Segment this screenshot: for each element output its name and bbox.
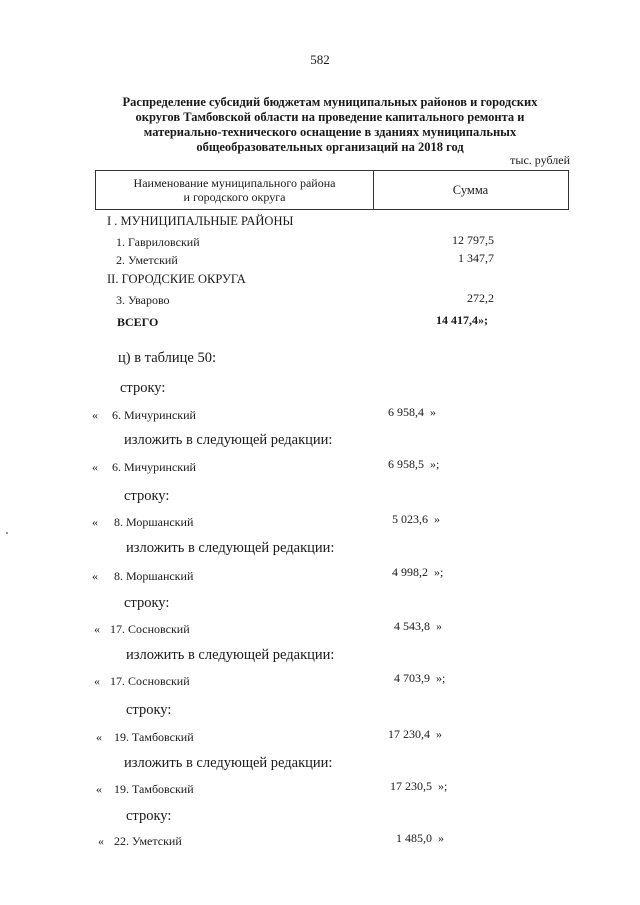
table-row-name: 2. Уметский [116, 253, 178, 267]
new-row-value-wrap [394, 671, 445, 686]
old-row-name: 17. Сосновский [110, 622, 190, 636]
open-quote: « [96, 782, 102, 796]
edit-instruction-stroku: строку: [120, 380, 166, 396]
edit-instruction-izlozhit: изложить в следующей редакции: [126, 540, 335, 556]
open-quote: « [94, 674, 100, 688]
old-row-value: 17 230,4 [388, 727, 430, 741]
old-row-value: 6 958,4 [388, 405, 424, 419]
close-quote-semicolon: »; [430, 457, 440, 471]
old-row-value: 1 485,0 [396, 831, 432, 845]
table-header-name-line2: и городского округа [183, 190, 286, 204]
new-row-value: 6 958,5 [388, 457, 424, 471]
new-row-name: 6. Мичуринский [112, 460, 196, 474]
new-row-name: 17. Сосновский [110, 674, 190, 688]
new-row-name: 19. Тамбовский [114, 782, 194, 796]
close-quote: » [436, 619, 442, 633]
old-row-value-wrap [394, 619, 442, 634]
old-row-value-wrap [388, 727, 442, 742]
table-header-sum-cell: Сумма [452, 182, 489, 197]
new-row-value-wrap [392, 565, 443, 580]
edit-instruction-izlozhit: изложить в следующей редакции: [124, 432, 333, 448]
total-label: ВСЕГО [117, 315, 159, 329]
table-header [95, 170, 569, 210]
open-quote: « [98, 834, 104, 848]
old-row-value-wrap [396, 831, 444, 846]
open-quote: « [92, 515, 98, 529]
close-quote-semicolon: »; [434, 565, 444, 579]
new-row-value: 4 703,9 [394, 671, 430, 685]
units-label: тыс. рублей [510, 153, 570, 167]
old-row-name: 8. Моршанский [114, 515, 194, 529]
close-quote-semicolon: »; [436, 671, 446, 685]
close-quote: » [434, 512, 440, 526]
close-quote: » [436, 727, 442, 741]
close-quote: » [430, 405, 436, 419]
open-quote: « [94, 622, 100, 636]
open-quote: « [92, 569, 98, 583]
new-row-value-wrap [388, 457, 439, 472]
table-row-name: 3. Уварово [116, 293, 170, 307]
new-row-name: 8. Моршанский [114, 569, 194, 583]
section-municipal-districts: I . МУНИЦИПАЛЬНЫЕ РАЙОНЫ [107, 214, 294, 228]
old-row-value-wrap [388, 405, 436, 420]
old-row-name: 19. Тамбовский [114, 730, 194, 744]
edit-instruction-izlozhit: изложить в следующей редакции: [124, 755, 333, 771]
table-row-value: 12 797,5 [452, 233, 494, 247]
table-row-value: 272,2 [467, 291, 494, 305]
edit-instruction-stroku: строку: [124, 488, 170, 504]
document-title: Распределение субсидий бюджетам муниципальных районов и городских округов Тамбовской области на проведение капитального ремонта и материально-технического оснащение в зданиях муниципальных общеобразовательных организаций на 2018 год [122, 95, 538, 154]
section-city-districts: II. ГОРОДСКИЕ ОКРУГА [107, 272, 246, 286]
total-value-wrap [436, 313, 488, 328]
edit-instruction-stroku: строку: [126, 702, 172, 718]
new-row-value: 4 998,2 [392, 565, 428, 579]
old-row-value: 5 023,6 [392, 512, 428, 526]
close-quote: » [438, 831, 444, 845]
open-quote: « [92, 408, 98, 422]
edit-instruction-stroku: строку: [126, 808, 172, 824]
old-row-name: 22. Уметский [114, 834, 182, 848]
edit-instruction-izlozhit: изложить в следующей редакции: [126, 647, 335, 663]
table-header-name-cell [96, 171, 374, 209]
page-number: 582 [310, 52, 330, 67]
scan-speck [6, 532, 8, 534]
table-row-name: 1. Гавриловский [116, 235, 200, 249]
table-header-name-line1: Наименование муниципального района [133, 176, 336, 190]
old-row-value-wrap [392, 512, 440, 527]
old-row-value: 4 543,8 [394, 619, 430, 633]
close-quote-semicolon: »; [438, 779, 448, 793]
table-row-value: 1 347,7 [458, 251, 494, 265]
new-row-value: 17 230,5 [390, 779, 432, 793]
table50-intro: ц) в таблице 50: [118, 350, 216, 366]
edit-instruction-stroku: строку: [124, 595, 170, 611]
total-close-quote: »; [478, 313, 488, 327]
open-quote: « [96, 730, 102, 744]
old-row-name: 6. Мичуринский [112, 408, 196, 422]
open-quote: « [92, 460, 98, 474]
new-row-value-wrap [390, 779, 447, 794]
total-value: 14 417,4 [436, 313, 478, 327]
